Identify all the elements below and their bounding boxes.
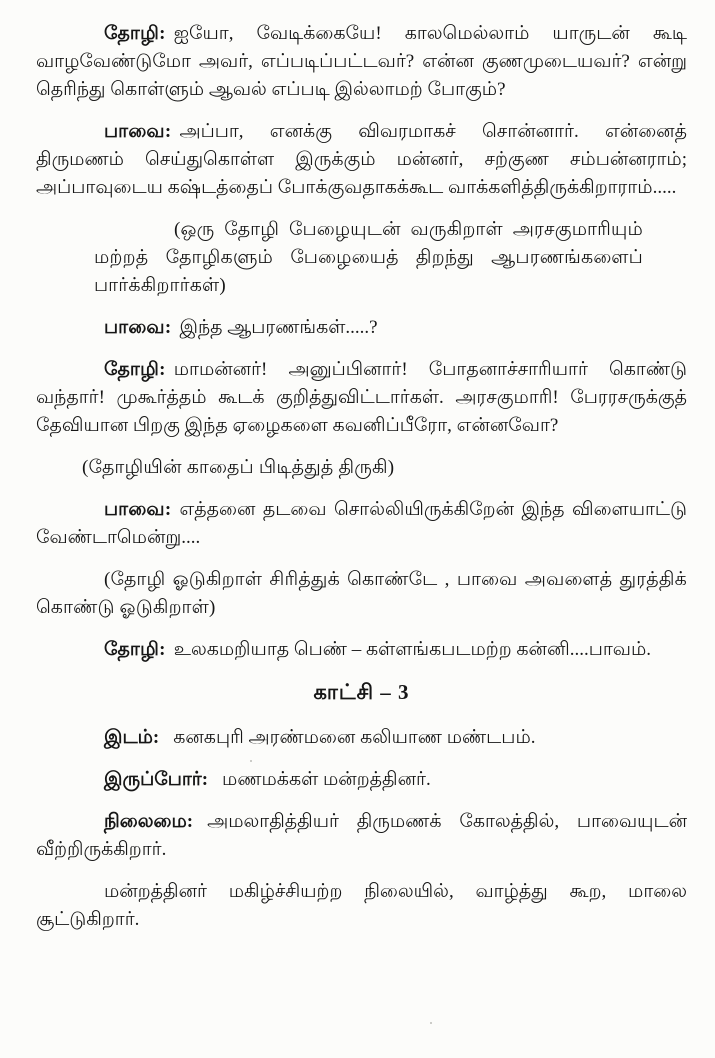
scene-detail-persons xyxy=(36,766,687,794)
scan-speck xyxy=(250,760,252,762)
dialogue-paavai-2 xyxy=(36,314,687,342)
dialogue-text: உலகமறியாத பெண் – கள்ளங்கபடமற்ற கன்னி....பாவம். xyxy=(173,639,651,660)
stage-direction-text: (தோழி ஓடுகிறாள் சிரித்துக் கொண்டே , பாவை அவளைத் துரத்திக் கொண்டு ஓடுகிறாள்) xyxy=(36,569,687,618)
speaker-name: பாவை: xyxy=(104,121,172,142)
scene-detail-text: கனகபுரி அரண்மனை கலியாண மண்டபம். xyxy=(173,727,536,748)
scene-detail-text: அமலாதித்தியர் திருமணக் கோலத்தில், பாவையுடன் வீற்றிருக்கிறார். xyxy=(36,811,687,860)
dialogue-text: மாமன்னர்! அனுப்பினார்! போதனாச்சாரியார் கொண்டு வந்தார்! முகூர்த்தம் கூடக் குறித்துவிட்டார்கள். அரசகுமாரி! பேரரசருக்குத் தேவியான பிறகு இந்த ஏழைகளை கவனிப்பீரோ, என்னவோ? xyxy=(36,359,687,436)
dialogue-paavai-1 xyxy=(36,118,687,202)
dialogue-paavai-3 xyxy=(36,496,687,552)
narration-text: மன்றத்தினர் மகிழ்ச்சியற்ற நிலையில், வாழ்த்து கூற, மாலை சூட்டுகிறார். xyxy=(36,881,687,930)
scene-detail-label: இடம்: xyxy=(104,727,160,748)
speaker-name: பாவை: xyxy=(104,317,172,338)
speaker-name: பாவை: xyxy=(104,499,172,520)
dialogue-text: அப்பா, எனக்கு விவரமாகச் சொன்னார். என்னைத் திருமணம் செய்துகொள்ள இருக்கும் மன்னர், சற்குண சம்பன்னராம்; அப்பாவுடைய கஷ்டத்தைப் போக்குவதாகக்கூட வாக்களித்திருக்கிறாராம்..... xyxy=(36,121,687,198)
stage-direction-chase xyxy=(36,566,687,622)
scene-detail-label: இருப்போர்: xyxy=(104,769,209,790)
scene-heading: காட்சி – 3 xyxy=(313,680,410,704)
speaker-name: தோழி: xyxy=(104,359,166,380)
scan-speck xyxy=(430,1022,432,1024)
dialogue-text: எத்தனை தடவை சொல்லியிருக்கிறேன் இந்த விளையாட்டு வேண்டாமென்று.... xyxy=(36,499,687,548)
stage-direction-text: (ஒரு தோழி பேழையுடன் வருகிறாள் அரசகுமாரியும் மற்றத் தோழிகளும் பேழையைத் திறந்து ஆபரணங்களைப் பார்க்கிறார்கள்) xyxy=(94,219,643,296)
dialogue-tholi-2 xyxy=(36,356,687,440)
scene-detail-label: நிலைமை: xyxy=(104,811,194,832)
stage-direction-jewel-box xyxy=(94,216,643,300)
dialogue-tholi-3 xyxy=(36,636,687,664)
dialogue-tholi-1 xyxy=(36,20,687,104)
speaker-name: தோழி: xyxy=(104,23,166,44)
dialogue-text: இந்த ஆபரணங்கள்.....? xyxy=(179,317,378,338)
stage-direction-ear-twist xyxy=(36,454,687,482)
dialogue-text: ஐயோ, வேடிக்கையே! காலமெல்லாம் யாருடன் கூடி வாழவேண்டுமோ அவர், எப்படிப்பட்டவர்? என்ன குணமுடையவர்? என்று தெரிந்து கொள்ளும் ஆவல் எப்படி இல்லாமற் போகும்? xyxy=(36,23,687,100)
speaker-name: தோழி: xyxy=(104,639,166,660)
narration-garland xyxy=(36,878,687,934)
scene-detail-situation xyxy=(36,808,687,864)
stage-direction-text: (தோழியின் காதைப் பிடித்துத் திருகி) xyxy=(82,457,395,478)
scene-detail-place xyxy=(36,724,687,752)
scene-detail-text: மணமக்கள் மன்றத்தினர். xyxy=(222,769,431,790)
